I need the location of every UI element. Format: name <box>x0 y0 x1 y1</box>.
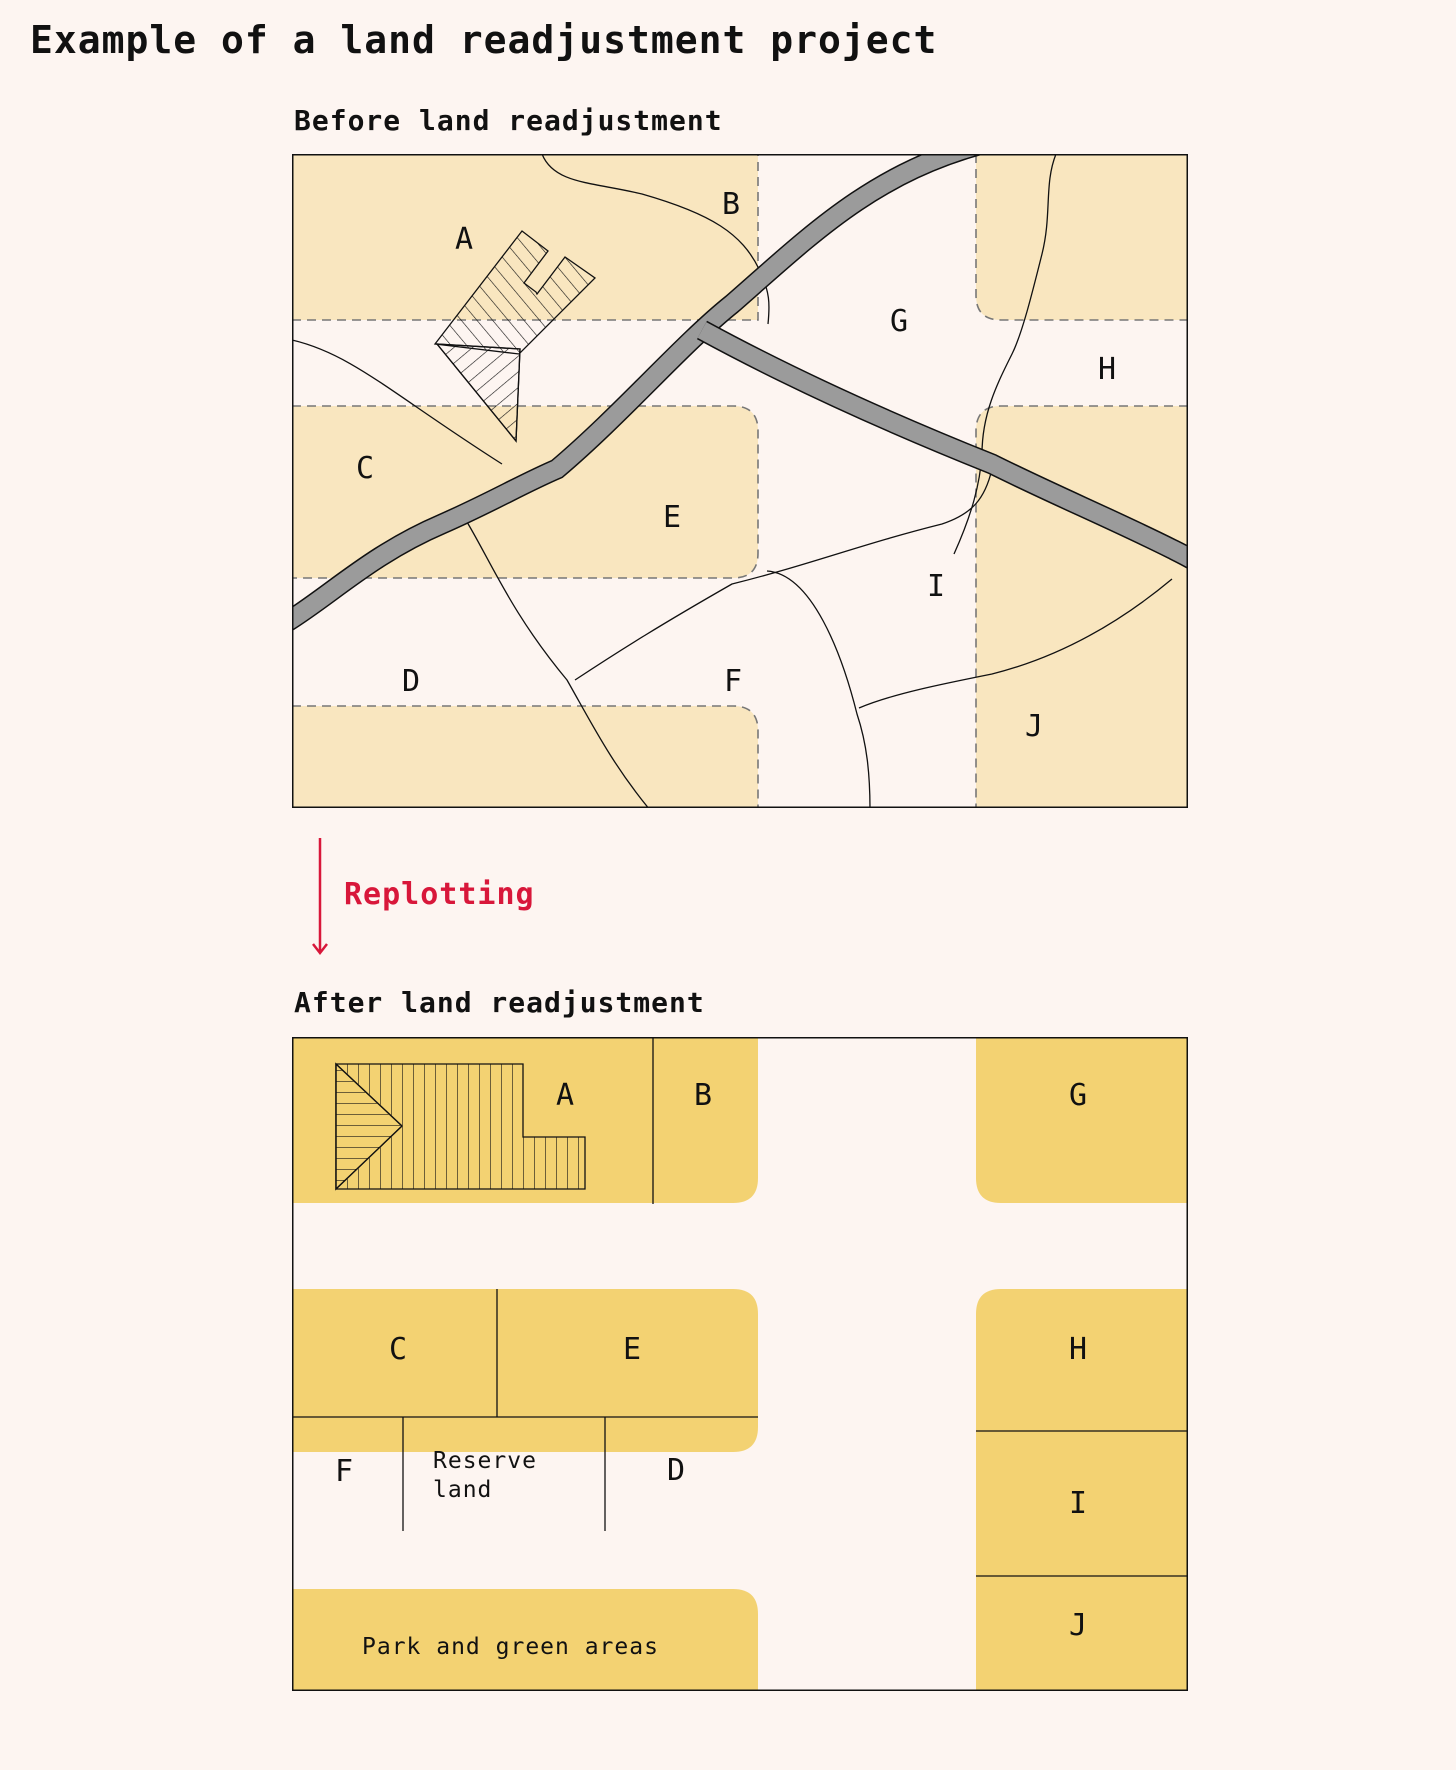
block-bottom-left <box>292 706 758 808</box>
after-label-f: F <box>335 1454 354 1489</box>
after-label-e: E <box>623 1332 642 1367</box>
after-label-g: G <box>1069 1078 1088 1113</box>
before-label-g: G <box>890 304 909 339</box>
after-label-a: A <box>556 1078 575 1113</box>
after-label-j: J <box>1069 1608 1088 1643</box>
before-label-d: D <box>402 664 421 699</box>
before-label-h: H <box>1098 352 1117 387</box>
after-label-i: I <box>1069 1486 1088 1521</box>
replotting-label: Replotting <box>344 877 535 912</box>
before-label-c: C <box>356 451 375 486</box>
before-label-a: A <box>455 222 474 257</box>
after-map <box>292 1037 1188 1691</box>
after-label-c: C <box>389 1332 408 1367</box>
after-label-d: D <box>667 1453 686 1488</box>
before-label-e: E <box>663 500 682 535</box>
after-block-top-right <box>976 1037 1188 1203</box>
after-label-h: H <box>1069 1332 1088 1367</box>
before-blocks <box>292 154 1188 808</box>
after-heading: After land readjustment <box>294 986 705 1019</box>
before-label-j: J <box>1025 709 1044 744</box>
after-label-b: B <box>694 1078 713 1113</box>
after-block-middle-left <box>292 1289 758 1452</box>
reserve-land-line-1: Reserve <box>433 1448 537 1474</box>
before-label-i: I <box>927 569 946 604</box>
before-map <box>292 154 1188 808</box>
block-top-right <box>976 154 1188 320</box>
before-label-b: B <box>722 187 741 222</box>
replotting-arrow <box>300 836 340 956</box>
park-label: Park and green areas <box>362 1634 659 1660</box>
page-title: Example of a land readjustment project <box>30 18 938 62</box>
before-label-f: F <box>724 664 743 699</box>
before-heading: Before land readjustment <box>294 104 723 137</box>
reserve-land-line-2: land <box>433 1477 493 1503</box>
